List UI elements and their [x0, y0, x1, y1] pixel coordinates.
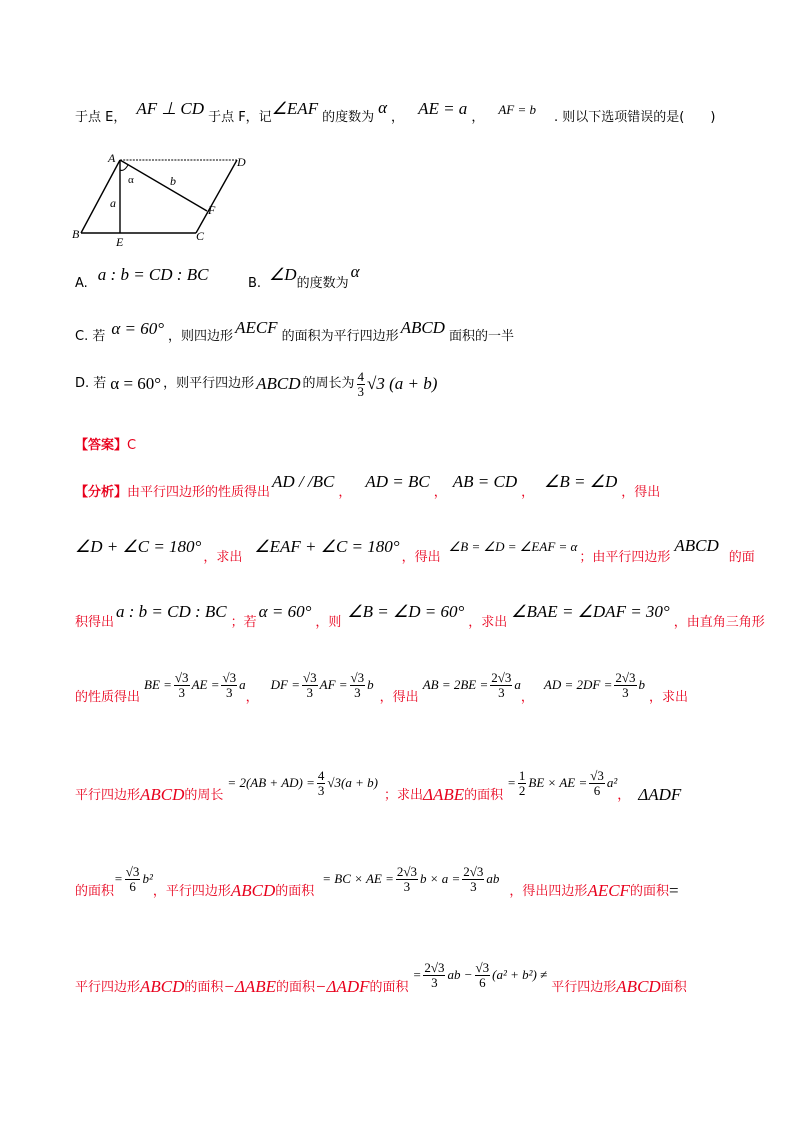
analysis-text: ；若: [230, 615, 257, 630]
option-c-math: α = 60°: [111, 319, 165, 338]
analysis-text: 的性质得出: [75, 690, 141, 705]
option-d-text: 的周长为: [302, 376, 355, 391]
fraction: [518, 769, 527, 798]
analysis-text: ，求出: [203, 550, 243, 565]
q-math: ∠EAF: [271, 99, 319, 118]
analysis-text: ，: [433, 485, 447, 500]
analysis-math: ab −: [447, 967, 473, 982]
analysis-math: ABCD: [140, 977, 185, 996]
label-alpha: α: [128, 174, 134, 186]
analysis-text: 的周长: [184, 788, 224, 803]
analysis-math: AD = BC: [365, 472, 430, 491]
analysis-math: AE =: [191, 677, 220, 692]
analysis-text: ，: [617, 788, 631, 803]
analysis-text: 平行四边形: [75, 788, 141, 803]
analysis-math: ∠B = ∠D = 60°: [347, 602, 465, 621]
numerator: √3: [125, 863, 140, 879]
option-a-math: a : b = CD : BC: [97, 265, 209, 284]
label-F: F: [208, 203, 216, 217]
analysis-math: =: [507, 775, 516, 790]
analysis-math: α = 60°: [258, 602, 312, 621]
analysis-math: = 2(AB + AD) =: [227, 775, 315, 790]
analysis-text: 积得出: [75, 615, 115, 630]
denominator: 3: [306, 684, 314, 700]
analysis-text: ；由平行四边形: [579, 550, 671, 565]
denominator: 3: [470, 878, 477, 894]
analysis-text: 的面积: [369, 980, 409, 995]
formula-be: [144, 671, 246, 700]
option-a-label: A.: [75, 276, 88, 291]
formula-abe-area: [507, 769, 617, 798]
analysis-text: ，: [521, 485, 535, 500]
q-text: ): [710, 110, 716, 125]
analysis-math: ∠D + ∠C = 180°: [75, 537, 202, 556]
analysis-math: b: [638, 677, 645, 692]
label-a: a: [110, 196, 116, 210]
analysis-text: ，则: [315, 615, 342, 630]
analysis-math: AD / /BC: [272, 472, 335, 491]
analysis-text: ，得出: [379, 690, 419, 705]
analysis-text: ，: [338, 485, 352, 500]
numerator: 4: [317, 767, 325, 783]
analysis-math: a: [239, 677, 246, 692]
numerator: √3: [222, 669, 237, 685]
denominator: 6: [129, 878, 136, 894]
q-text: . 则以下选项错误的是(: [553, 110, 685, 125]
option-d-fraction: [357, 370, 366, 399]
analysis-math: (a² + b²) ≠: [492, 967, 548, 982]
fraction: [423, 961, 445, 990]
q-math: AF = b: [498, 102, 536, 117]
analysis-text: 由平行四边形的性质得出: [127, 485, 271, 500]
formula-ad: [544, 671, 645, 700]
angle-mark: [120, 165, 128, 170]
fraction: [614, 671, 636, 700]
analysis-text: ，求出: [649, 690, 689, 705]
fraction: [462, 865, 484, 894]
fraction: [475, 961, 491, 990]
analysis-line-6: [75, 854, 679, 904]
q-text: ，: [471, 110, 485, 125]
option-a: [75, 262, 208, 292]
denominator: 3: [403, 878, 411, 894]
analysis-math: AD = 2DF =: [543, 677, 613, 692]
fraction: [490, 671, 512, 700]
denominator: 6: [479, 974, 486, 990]
analysis-math: = BC × AE =: [322, 871, 394, 886]
option-c-math: ABCD: [400, 318, 445, 337]
analysis-math: √3(a + b): [327, 775, 378, 790]
label-E: E: [116, 235, 124, 249]
answer-value: C: [127, 438, 137, 453]
option-c-label: C. 若: [75, 329, 106, 344]
denominator: 3: [226, 684, 233, 700]
answer-label: 【答案】: [75, 438, 128, 453]
formula-perimeter: [227, 769, 378, 798]
analysis-math: −ΔADF: [315, 977, 370, 996]
q-text: ，: [391, 110, 405, 125]
analysis-text: ；求出: [383, 788, 423, 803]
analysis-text: 的面积: [75, 884, 115, 899]
fraction: [174, 671, 190, 700]
analysis-math: ∠BAE = ∠DAF = 30°: [511, 602, 670, 621]
analysis-math: DF =: [270, 677, 300, 692]
edge-cd: [196, 160, 237, 233]
denominator: 3: [317, 782, 325, 798]
analysis-math: ABCD: [230, 881, 276, 900]
analysis-math: =: [114, 871, 123, 886]
analysis-math: BE × AE =: [528, 775, 588, 790]
q-text: 于点 F，记: [208, 110, 272, 125]
analysis-text: 的面积: [184, 980, 224, 995]
analysis-math: ABCD: [674, 536, 719, 555]
option-b-text: 的度数为: [296, 276, 349, 291]
analysis-text: ，求出: [468, 615, 508, 630]
numerator: 2√3: [491, 669, 512, 685]
option-b-math: ∠D: [269, 265, 297, 284]
fraction: [589, 769, 605, 798]
analysis-text: 面积: [660, 980, 687, 995]
fraction: [125, 865, 141, 894]
option-c-math: AECF: [235, 318, 278, 337]
option-b: [248, 258, 360, 292]
option-b-label: B.: [248, 276, 262, 291]
fraction: [302, 671, 318, 700]
analysis-text: 的面积: [629, 884, 669, 899]
fraction: [221, 671, 237, 700]
analysis-text: ，: [520, 690, 534, 705]
analysis-math: a: [514, 677, 521, 692]
analysis-math: b: [367, 677, 374, 692]
option-c-text: 的面积为平行四边形: [281, 329, 399, 344]
analysis-math: BE =: [144, 677, 172, 692]
denominator: 3: [354, 684, 361, 700]
fraction: [317, 769, 326, 798]
analysis-math: ab: [486, 871, 500, 886]
parallelogram-figure: [72, 150, 272, 250]
numerator: 4: [357, 368, 364, 384]
fraction: [396, 865, 418, 894]
numerator: √3: [174, 669, 189, 685]
analysis-math: ABCD: [616, 977, 661, 996]
numerator: √3: [475, 959, 490, 975]
q-math: AE = a: [418, 99, 468, 118]
q-math: α: [378, 98, 388, 117]
analysis-math: ΔABE: [422, 785, 465, 804]
fraction: [350, 671, 366, 700]
label-D: D: [237, 155, 246, 169]
option-d-math: α = 60°: [110, 374, 162, 393]
analysis-text: 平行四边形: [551, 980, 617, 995]
analysis-text: ，: [245, 690, 259, 705]
formula-aecf-area: [413, 961, 548, 990]
analysis-math: =: [412, 967, 422, 982]
analysis-line-1: [75, 462, 660, 502]
analysis-math: AF =: [319, 677, 348, 692]
q-text: 的度数为: [322, 110, 375, 125]
denominator: 3: [622, 684, 629, 700]
option-d-math: ABCD: [256, 374, 301, 393]
option-c: [75, 312, 514, 346]
analysis-line-7: [75, 950, 687, 1000]
analysis-line-4: [75, 660, 688, 710]
option-d-text: ，则平行四边形: [163, 376, 255, 391]
analysis-text: ，得出: [621, 485, 661, 500]
label-B: B: [72, 227, 80, 241]
analysis-math: =: [668, 881, 679, 900]
analysis-math: a²: [606, 775, 618, 790]
analysis-text: 的面积: [275, 884, 315, 899]
denominator: 6: [593, 782, 601, 798]
numerator: 2√3: [463, 863, 484, 879]
analysis-math: AB = 2BE =: [422, 677, 489, 692]
label-b: b: [170, 174, 176, 188]
formula-df: [271, 671, 374, 700]
formula-ab: [423, 671, 521, 700]
analysis-math: b × a =: [419, 871, 461, 886]
numerator: 1: [518, 767, 526, 783]
analysis-math: ∠B = ∠D: [544, 472, 618, 491]
denominator: 3: [431, 974, 438, 990]
numerator: 2√3: [396, 863, 417, 879]
q-text: 于点 E，: [75, 110, 127, 125]
q-math: AF ⊥ CD: [136, 99, 205, 118]
analysis-text: 平行四边形: [75, 980, 141, 995]
numerator: √3: [350, 669, 365, 685]
analysis-text: 的面: [728, 550, 755, 565]
analysis-text: 的面积: [464, 788, 504, 803]
analysis-math: ABCD: [140, 785, 185, 804]
analysis-line-5: [75, 758, 681, 808]
question-line-1: [75, 98, 715, 128]
analysis-text: ，平行四边形: [152, 884, 231, 899]
option-d: [75, 362, 437, 406]
analysis-label: 【分析】: [75, 485, 128, 500]
analysis-math: ΔADF: [638, 785, 682, 804]
analysis-text: ，得出: [401, 550, 441, 565]
analysis-math: a : b = CD : BC: [116, 602, 227, 621]
option-b-math2: α: [350, 262, 360, 281]
option-c-text: 面积的一半: [448, 329, 514, 344]
analysis-math: ∠B = ∠D = ∠EAF = α: [448, 539, 578, 554]
option-d-label: D. 若: [75, 376, 107, 391]
numerator: 2√3: [424, 959, 445, 975]
formula-adf-area: [114, 865, 153, 894]
analysis-line-2: [75, 527, 755, 567]
analysis-math: AECF: [587, 881, 630, 900]
denominator: 3: [178, 684, 185, 700]
denominator: 3: [357, 383, 364, 399]
option-d-math: √3 (a + b): [367, 374, 438, 393]
numerator: √3: [302, 669, 317, 685]
analysis-line-3: [75, 592, 765, 632]
analysis-math: −ΔABE: [223, 977, 277, 996]
analysis-math: AB = CD: [452, 472, 518, 491]
formula-abcd-area: [322, 865, 499, 894]
label-C: C: [196, 229, 205, 243]
option-c-text: ，则四边形: [168, 329, 234, 344]
numerator: √3: [590, 767, 604, 783]
analysis-math: ∠EAF + ∠C = 180°: [254, 537, 400, 556]
label-A: A: [108, 151, 116, 165]
analysis-text: ，得出四边形: [509, 884, 588, 899]
denominator: 2: [518, 782, 526, 798]
analysis-math: b²: [142, 871, 153, 886]
analysis-text: ，由直角三角形: [673, 615, 765, 630]
answer-line: [75, 438, 136, 454]
numerator: 2√3: [615, 669, 636, 685]
denominator: 3: [498, 684, 505, 700]
analysis-text: 的面积: [276, 980, 316, 995]
